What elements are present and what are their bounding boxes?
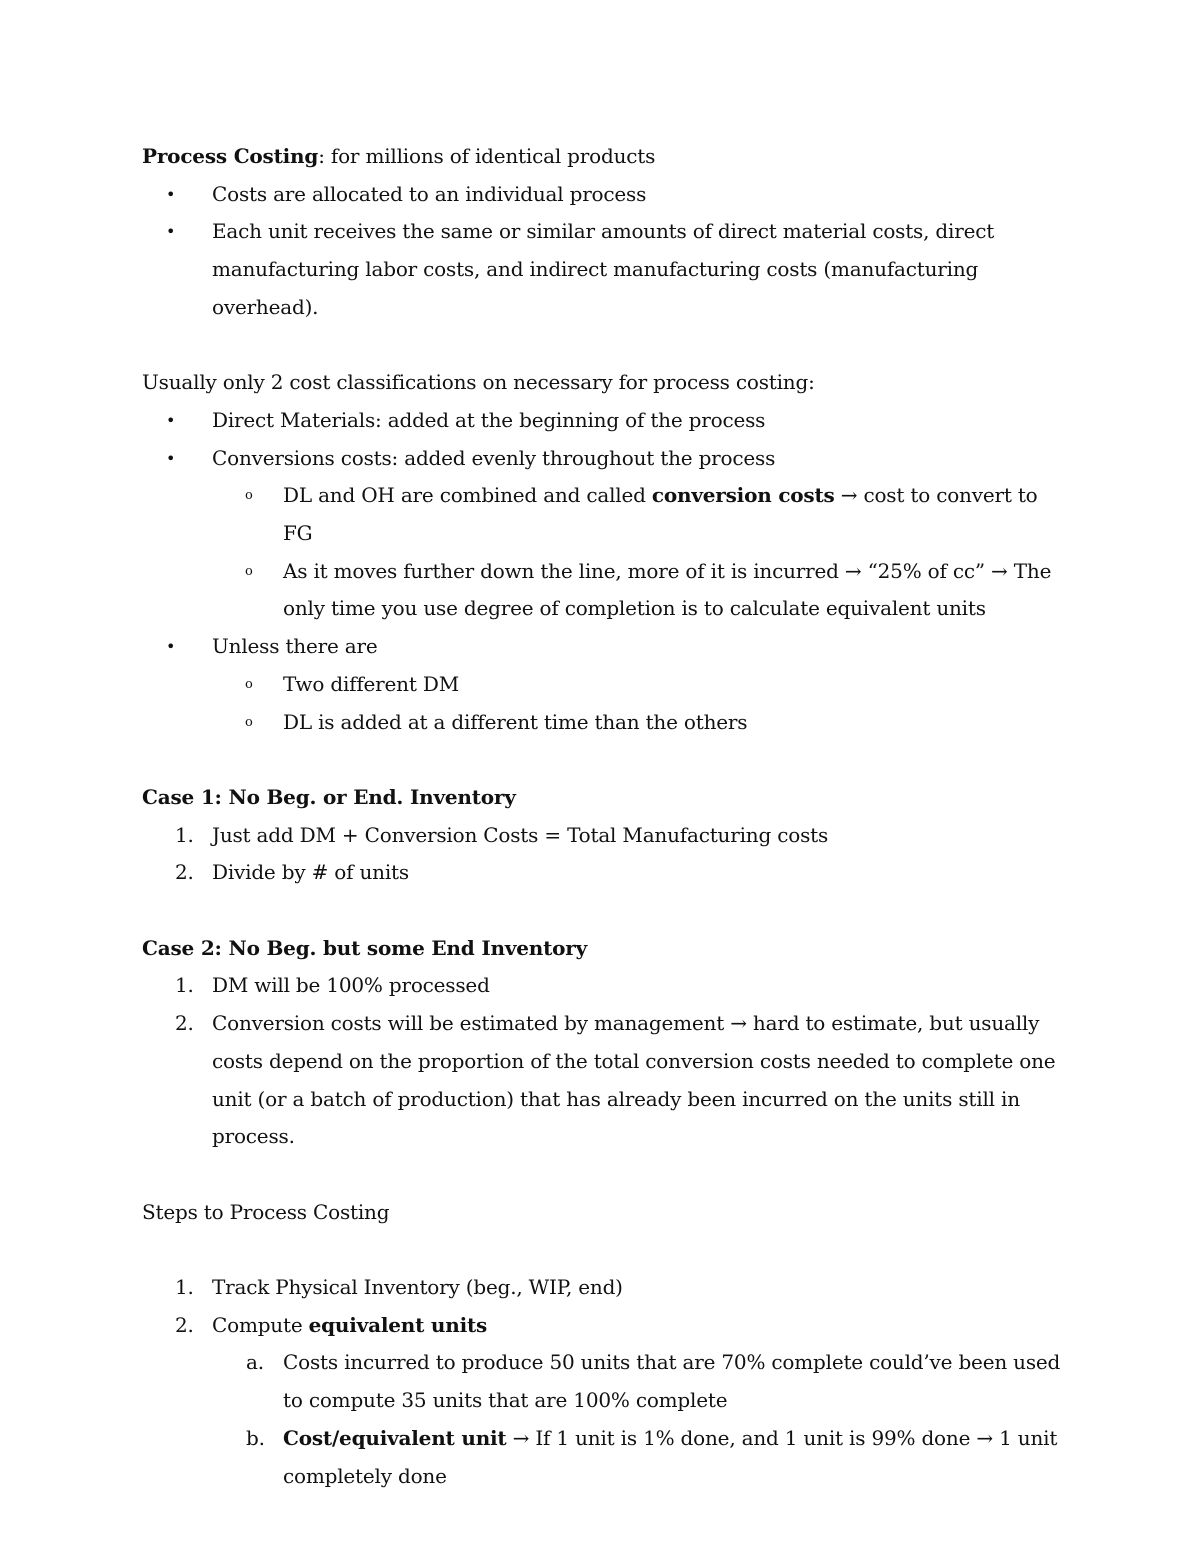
bullet-marker: •: [166, 410, 176, 430]
list-item: • Conversions costs: added evenly throughout the process: [142, 440, 1072, 478]
number-marker: 2.: [175, 1011, 194, 1036]
letter-marker: a.: [246, 1350, 264, 1375]
circle-marker: o: [245, 488, 253, 504]
letter-marker: b.: [246, 1425, 265, 1450]
sub-list-item: o DL and OH are combined and called conversion costs → cost to convert to FG: [142, 477, 1072, 552]
circle-marker: o: [245, 676, 253, 692]
intro-title: Process Costing: [142, 144, 319, 168]
case1-heading: Case 1: No Beg. or End. Inventory: [142, 784, 516, 809]
bullet-marker: •: [166, 448, 176, 468]
bullet-marker: •: [166, 637, 176, 657]
case2-heading: Case 2: No Beg. but some End Inventory: [142, 935, 588, 960]
intro-line: [142, 138, 1072, 176]
number-marker: 2.: [175, 860, 194, 885]
number-marker: 1.: [175, 973, 194, 998]
list-item: 2. Conversion costs will be estimated by management → hard to estimate, but usually costs depend on the proportion of the total conversion costs needed to complete one unit (or a batch of production) that has already been incurred on the units still in process.: [142, 1005, 1072, 1156]
spacer: [142, 892, 1072, 930]
number-marker: 1.: [175, 1275, 194, 1300]
spacer: [142, 741, 1072, 779]
sub-list-item: o DL is added at a different time than the others: [142, 704, 1072, 742]
circle-marker: o: [245, 714, 253, 730]
list-item: 1. DM will be 100% processed: [142, 967, 1072, 1005]
bullet-marker: •: [166, 184, 176, 204]
sub-list-item: o As it moves further down the line, more of it is incurred → “25% of cc” → The only time you use degree of completion is to calculate equivalent units: [142, 553, 1072, 628]
list-item: 1. Just add DM + Conversion Costs = Total Manufacturing costs: [142, 817, 1072, 855]
spacer: [142, 327, 1072, 365]
number-marker: 2.: [175, 1312, 194, 1337]
sub-list-item: o Two different DM: [142, 666, 1072, 704]
steps-heading: Steps to Process Costing: [142, 1199, 390, 1224]
document-page: [142, 138, 1072, 1495]
list-item: • Unless there are: [142, 628, 1072, 666]
list-item: 2. Compute equivalent units: [142, 1307, 1072, 1345]
circle-marker: o: [245, 563, 253, 579]
number-marker: 1.: [175, 822, 194, 847]
list-item: • Each unit receives the same or similar amounts of direct material costs, direct manufacturing labor costs, and indirect manufacturing costs (manufacturing overhead).: [142, 213, 1072, 326]
intro-title-rest: : for millions of identical products: [318, 144, 656, 168]
spacer: [142, 1231, 1072, 1269]
bullet-marker: •: [166, 222, 176, 242]
sub-list-item: b. Cost/equivalent unit → If 1 unit is 1% done, and 1 unit is 99% done → 1 unit completely done: [142, 1420, 1072, 1495]
list-item: • Costs are allocated to an individual process: [142, 176, 1072, 214]
spacer: [142, 1156, 1072, 1194]
list-item: • Direct Materials: added at the beginning of the process: [142, 402, 1072, 440]
list-item: 1. Track Physical Inventory (beg., WIP, end): [142, 1269, 1072, 1307]
list-item: 2. Divide by # of units: [142, 854, 1072, 892]
classifications-heading: Usually only 2 cost classifications on necessary for process costing:: [142, 370, 815, 395]
sub-list-item: a. Costs incurred to produce 50 units that are 70% complete could’ve been used to compute 35 units that are 100% complete: [142, 1344, 1072, 1419]
